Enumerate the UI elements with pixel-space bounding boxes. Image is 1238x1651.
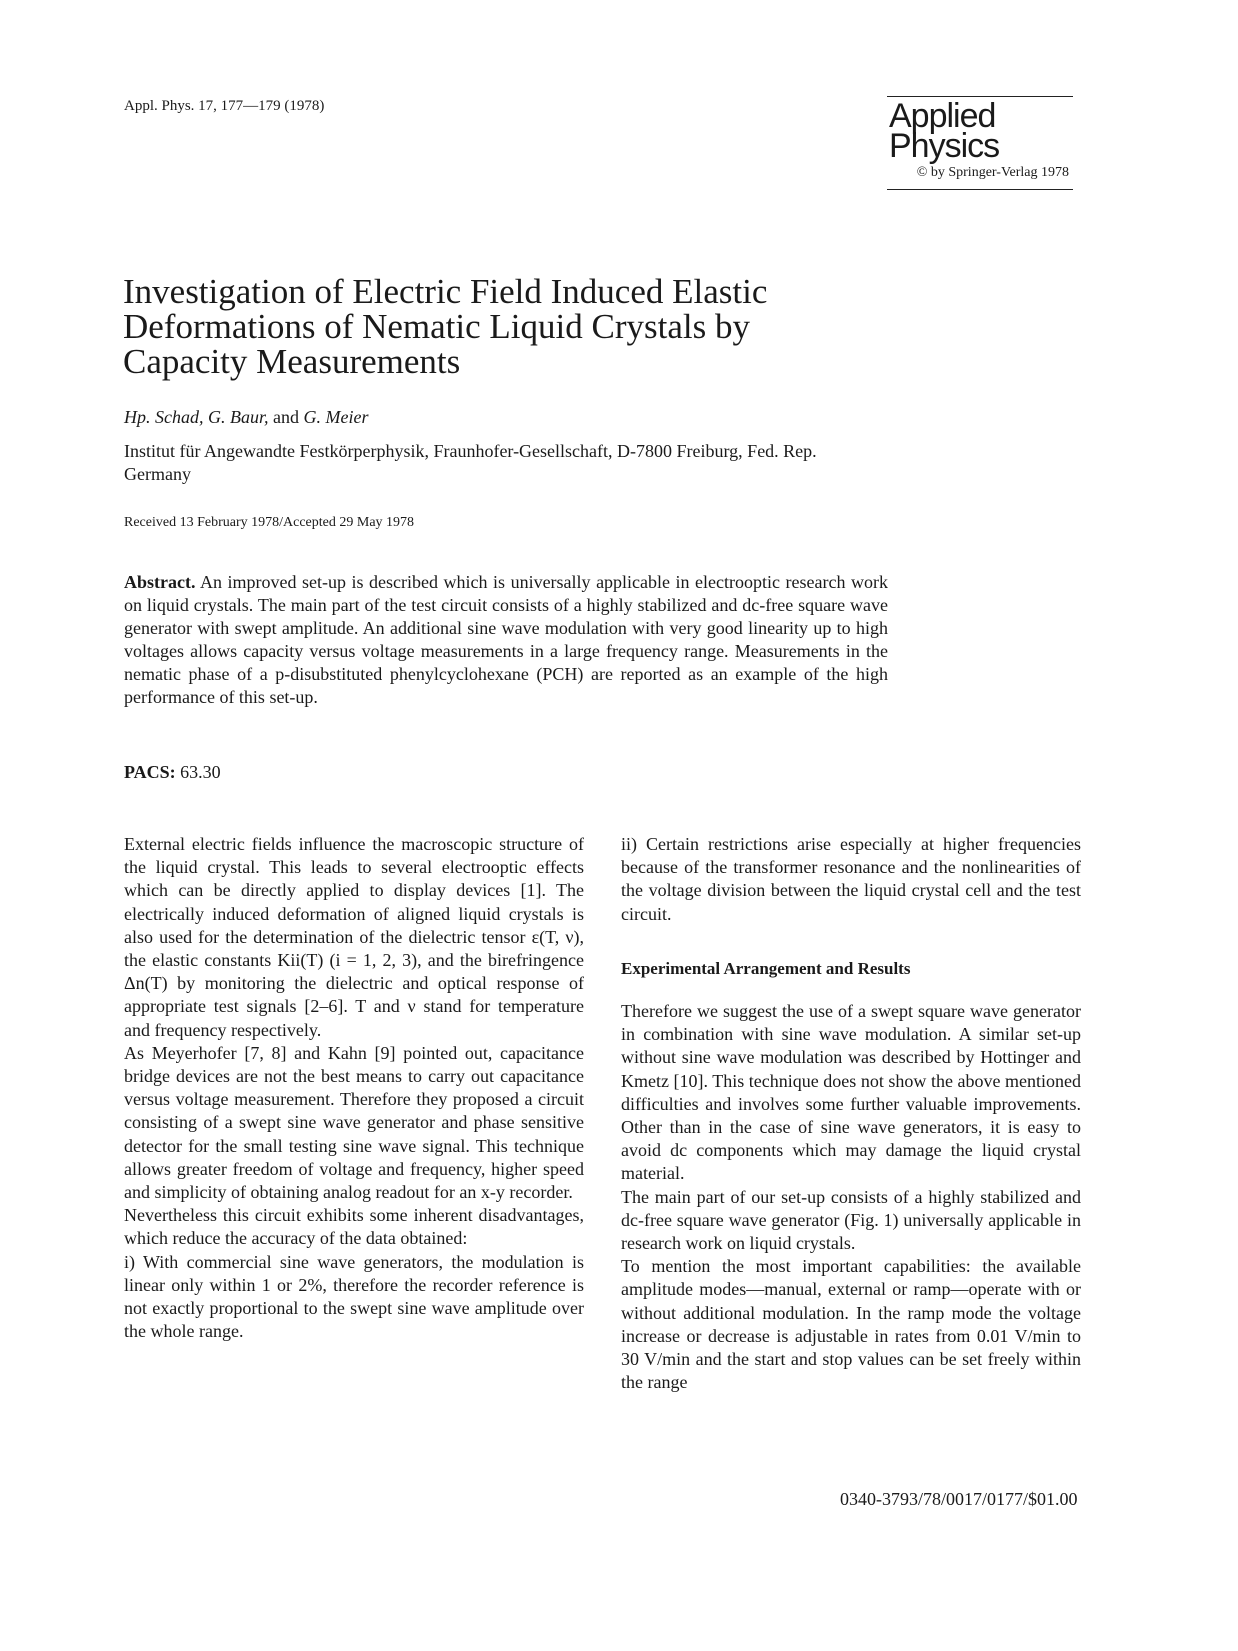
body-paragraph: External electric fields influence the macroscopic structure of the liquid crystal. This leads to several electrooptic effects which can be directly applied to display devices [1]. The electrically induced deformation of aligned liquid crystals is also used for the determination of the dielectric tensor ε(T, ν), the elastic constants Kii(T) (i = 1, 2, 3), and the birefringence Δn(T) by monitoring the dielectric and optical response of appropriate test signals [2–6]. T and ν stand for temperature and frequency respectively. [124, 834, 584, 1040]
authors [124, 407, 369, 428]
author-schad: Hp. Schad, [124, 407, 204, 427]
body-paragraph: ii) Certain restrictions arise especially at higher frequencies because of the transformer resonance and the nonlinearities of the voltage division between the liquid crystal cell and the test circuit. [621, 834, 1081, 924]
journal-logo [887, 96, 1073, 190]
abstract-label: Abstract. [124, 572, 196, 592]
body-paragraph: Nevertheless this circuit exhibits some inherent disadvantages, which reduce the accuracy of the data obtained: [124, 1205, 584, 1249]
author-baur: G. Baur, [208, 407, 269, 427]
pacs-label: PACS: [124, 762, 176, 782]
affiliation: Institut für Angewandte Festkörperphysik, Fraunhofer-Gesellschaft, D-7800 Freiburg, Fed. Rep. Germany [124, 441, 817, 484]
abstract-text: An improved set-up is described which is universally applicable in electrooptic research work on liquid crystals. The main part of the test circuit consists of a highly stabilized and dc-free square wave generator with swept amplitude. An additional sine wave modulation with very good linearity up to high voltages allows capacity versus voltage measurements in a large frequency range. Measurements in the nematic phase of a p-disubstituted phenylcyclohexane (PCH) are reported as an example of the high performance of this set-up. [124, 572, 888, 707]
pacs-codes [124, 762, 221, 783]
abstract [124, 571, 888, 709]
authors-conjunction: and [273, 407, 300, 427]
body-column-right [621, 833, 1081, 1394]
received-date: Received 13 February 1978/Accepted 29 May 1978 [124, 515, 415, 530]
body-column-left [124, 833, 584, 1343]
copyright-notice: © by Springer-Verlag 1978 [916, 165, 1069, 180]
body-paragraph: The main part of our set-up consists of a highly stabilized and dc-free square wave generator (Fig. 1) universally applicable in research work on liquid crystals. [621, 1186, 1081, 1254]
copyright-code: 0340-3793/78/0017/0177/$01.00 [840, 1489, 1078, 1509]
logo-bottom-rule [887, 189, 1073, 190]
pacs-value: 63.30 [180, 762, 221, 782]
body-paragraph: Therefore we suggest the use of a swept square wave generator in combination with sine wave modulation. A similar set-up without sine wave modulation was described by Hottinger and Kmetz [10]. This technique does not show the above mentioned difficulties and involves some further valuable improvements. Other than in the case of sine wave generators, it is easy to avoid dc components which may damage the liquid crystal material. [621, 1001, 1081, 1184]
section-heading: Experimental Arrangement and Results [621, 958, 911, 978]
body-paragraph: i) With commercial sine wave generators, the modulation is linear only within 1 or 2%, therefore the recorder reference is not exactly proportional to the swept sine wave amplitude over the whole range. [124, 1251, 584, 1342]
body-paragraph: To mention the most important capabilities: the available amplitude modes—manual, external or ramp—operate with or without additional modulation. In the ramp mode the voltage increase or decrease is adjustable in rates from 0.01 V/min to 30 V/min and the start and stop values can be set freely within the range [621, 1256, 1081, 1393]
article-title: Investigation of Electric Field Induced Elastic Deformations of Nematic Liquid Crystals by Capacity Measurements [123, 272, 768, 381]
journal-citation: Appl. Phys. 17, 177—179 (1978) [124, 98, 325, 114]
author-meier: G. Meier [303, 407, 369, 427]
journal-name [887, 97, 1073, 165]
body-paragraph: As Meyerhofer [7, 8] and Kahn [9] pointed out, capacitance bridge devices are not the best means to carry out capacitance versus voltage measurement. Therefore they proposed a circuit consisting of a swept sine wave generator and phase sensitive detector for the small testing sine wave signal. This technique allows greater freedom of voltage and frequency, higher speed and simplicity of obtaining analog readout for an x-y recorder. [124, 1042, 584, 1203]
journal-name-line2: Physics [889, 127, 1000, 165]
journal-name-line1: Applied [889, 97, 996, 135]
